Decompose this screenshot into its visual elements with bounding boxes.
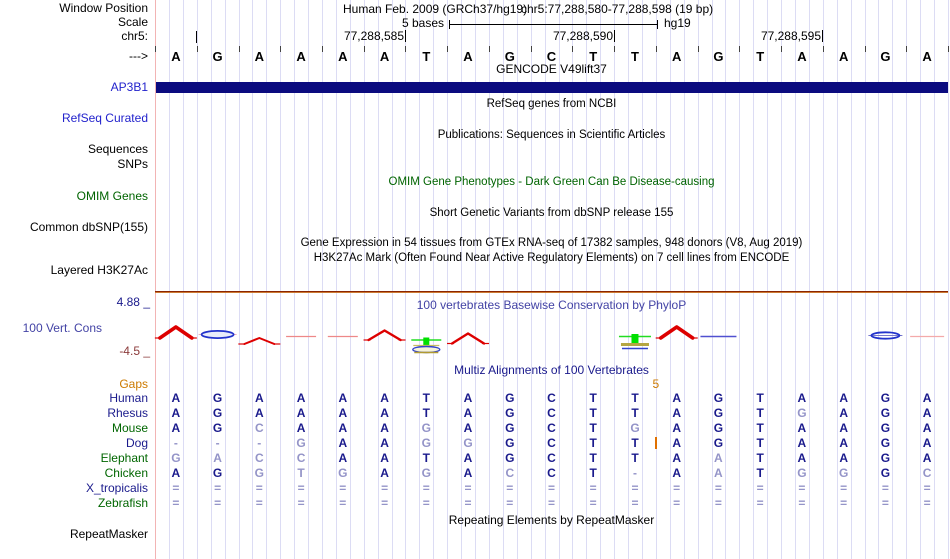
alignment-base: T: [589, 451, 597, 465]
base-boundary-tick: [155, 46, 156, 52]
alignment-base: =: [422, 496, 430, 510]
alignment-base: =: [255, 496, 263, 510]
sequences-label[interactable]: Sequences: [87, 142, 148, 156]
species-label-human[interactable]: Human: [109, 391, 148, 405]
alignment-base: T: [631, 451, 639, 465]
gencode-gene-bar[interactable]: [156, 82, 948, 93]
alignment-base: A: [380, 451, 389, 465]
alignment-base: T: [589, 406, 597, 420]
alignment-base: T: [297, 466, 305, 480]
species-label-zebrafish[interactable]: Zebrafish: [97, 496, 148, 510]
alignment-base: T: [631, 436, 639, 450]
alignment-base: G: [797, 466, 807, 480]
alignment-base: A: [338, 451, 348, 465]
alignment-base: C: [547, 421, 556, 435]
h3k27ac-track-message: H3K27Ac Mark (Often Found Near Active Regulatory Elements) on 7 cell lines from ENCODE: [313, 252, 790, 264]
alignment-base: G: [505, 436, 515, 450]
alignment-base: A: [714, 451, 723, 465]
insertion-tick: [655, 437, 657, 449]
conservation-track-title: 100 vertebrates Basewise Conservation by PhyloP: [416, 298, 687, 312]
alignment-base: A: [213, 451, 222, 465]
alignment-base: T: [756, 406, 764, 420]
alignment-base: G: [880, 466, 891, 480]
scale-bases-label: 5 bases: [401, 16, 444, 30]
alignment-base: -: [257, 436, 262, 450]
alignment-base: =: [798, 481, 806, 495]
alignment-base: G: [630, 421, 640, 435]
alignment-base: A: [672, 421, 682, 435]
alignment-base: =: [297, 496, 305, 510]
base-boundary-tick: [698, 46, 699, 52]
alignment-base: =: [798, 496, 806, 510]
alignment-base: G: [421, 466, 431, 480]
alignment-base: T: [422, 406, 430, 420]
alignment-base: -: [173, 436, 178, 450]
species-label-x_tropicalis[interactable]: X_tropicalis: [85, 481, 148, 495]
alignment-base: A: [380, 436, 389, 450]
base-letter: A: [463, 49, 473, 64]
alignment-base: A: [922, 406, 932, 420]
dbsnp-track-message: Short Genetic Variants from dbSNP release 155: [429, 207, 674, 219]
alignment-base: A: [338, 436, 348, 450]
publications-track-message: Publications: Sequences in Scientific Articles: [437, 129, 666, 141]
base-letter: T: [589, 49, 598, 64]
chrom-tick: [196, 31, 197, 43]
base-letter: A: [338, 49, 348, 64]
conservation-min-label: -4.5 _: [119, 344, 150, 358]
alignment-base: C: [254, 421, 264, 435]
alignment-base: A: [922, 451, 932, 465]
alignment-base: A: [463, 406, 473, 420]
alignment-base: =: [840, 496, 848, 510]
base-boundary-tick: [239, 46, 240, 52]
base-boundary-tick: [656, 46, 657, 52]
base-letter: T: [756, 49, 765, 64]
alignment-base: =: [422, 481, 430, 495]
scale-assembly-label: hg19: [664, 16, 691, 30]
alignment-base: A: [672, 466, 682, 480]
refseq-curated-label[interactable]: RefSeq Curated: [61, 111, 148, 125]
alignment-base: A: [797, 421, 807, 435]
alignment-base: -: [633, 466, 637, 480]
alignment-base: =: [840, 481, 848, 495]
multiz-track-title: Multiz Alignments of 100 Vertebrates: [454, 363, 649, 377]
scale-label: Scale: [117, 15, 148, 29]
alignment-base: T: [756, 451, 764, 465]
alignment-base: G: [421, 421, 431, 435]
alignment-base: A: [463, 421, 473, 435]
gtex-track-message: Gene Expression in 54 tissues from GTEx RNA-seq of 17382 samples, 948 donors (V8, Aug 2019): [300, 237, 803, 249]
alignment-base: A: [338, 421, 348, 435]
alignment-base: G: [254, 466, 264, 480]
base-letter: C: [546, 49, 557, 64]
alignment-base: C: [547, 406, 556, 420]
base-boundary-tick: [823, 46, 824, 52]
omim-track-message: OMIM Gene Phenotypes - Dark Green Can Be Disease-causing: [388, 176, 715, 188]
alignment-base: C: [547, 436, 556, 450]
alignment-base: A: [171, 406, 181, 420]
alignment-base: =: [506, 496, 514, 510]
base-boundary-tick: [280, 46, 281, 52]
alignment-base: A: [171, 421, 181, 435]
alignment-base: T: [631, 391, 639, 405]
alignment-base: A: [463, 466, 473, 480]
alignment-base: A: [797, 451, 807, 465]
alignment-base: A: [296, 421, 306, 435]
alignment-base: G: [880, 406, 891, 420]
alignment-base: G: [296, 436, 306, 450]
alignment-base: G: [880, 421, 891, 435]
species-label-mouse[interactable]: Mouse: [111, 421, 148, 435]
alignment-base: A: [338, 391, 348, 405]
alignment-base: =: [339, 481, 347, 495]
alignment-base: A: [463, 451, 473, 465]
chrom-label: chr5:: [121, 29, 148, 43]
alignment-base: C: [547, 451, 556, 465]
alignment-base: =: [172, 496, 180, 510]
base-boundary-tick: [197, 46, 198, 52]
sequence-direction-label[interactable]: --->: [129, 49, 148, 63]
alignment-base: G: [713, 391, 724, 405]
base-boundary-tick: [865, 46, 866, 52]
alignment-base: A: [714, 466, 723, 480]
species-label-chicken[interactable]: Chicken: [104, 466, 148, 480]
alignment-base: C: [547, 391, 556, 405]
base-boundary-tick: [572, 46, 573, 52]
alignment-base: G: [505, 421, 515, 435]
alignment-base: A: [672, 406, 682, 420]
species-label-elephant[interactable]: Elephant: [100, 451, 148, 465]
alignment-base: A: [171, 466, 181, 480]
assembly-title: Human Feb. 2009 (GRCh37/hg19): [343, 2, 528, 16]
base-letter: T: [422, 49, 431, 64]
conservation-label[interactable]: 100 Vert. Cons: [22, 321, 102, 335]
alignment-base: G: [212, 421, 223, 435]
alignment-base: G: [338, 466, 348, 480]
alignment-base: =: [673, 496, 681, 510]
base-boundary-tick: [948, 46, 949, 52]
alignment-base: A: [922, 391, 932, 405]
alignment-base: A: [839, 436, 849, 450]
alignment-base: =: [631, 496, 639, 510]
chrom-coordinate: 77,288,595: [741, 30, 823, 42]
alignment-base: G: [421, 436, 431, 450]
base-letter: A: [296, 49, 306, 64]
alignment-base: G: [839, 466, 849, 480]
alignment-base: =: [923, 496, 931, 510]
alignment-base: T: [756, 391, 764, 405]
base-letter: A: [171, 49, 181, 64]
alignment-base: A: [380, 466, 389, 480]
alignment-base: G: [171, 451, 181, 465]
alignment-base: T: [631, 406, 639, 420]
alignment-base: =: [631, 481, 639, 495]
alignment-base: =: [881, 496, 889, 510]
alignment-base: G: [797, 406, 807, 420]
chrom-coordinate: 77,288,585: [324, 30, 406, 42]
chrom-coordinate: 77,288,590: [533, 30, 615, 42]
alignment-base: =: [547, 496, 556, 510]
alignment-base: A: [296, 406, 306, 420]
alignment-base: A: [463, 391, 473, 405]
alignment-base: T: [589, 436, 597, 450]
alignment-base: A: [922, 421, 932, 435]
alignment-base: T: [756, 436, 764, 450]
alignment-base: =: [464, 496, 472, 510]
alignment-base: A: [254, 391, 264, 405]
alignment-base: C: [296, 451, 306, 465]
omim-genes-label[interactable]: OMIM Genes: [76, 189, 148, 203]
alignment-base: T: [422, 391, 430, 405]
alignment-base: A: [797, 436, 807, 450]
snps-label[interactable]: SNPs: [117, 157, 148, 171]
alignment-base: A: [839, 406, 849, 420]
alignment-base: G: [880, 391, 891, 405]
window-position-label: Window Position: [59, 1, 148, 15]
alignment-base: A: [839, 391, 849, 405]
alignment-base: =: [255, 481, 263, 495]
base-boundary-tick: [489, 46, 490, 52]
refseq-track-message: RefSeq genes from NCBI: [486, 98, 617, 110]
alignment-base: T: [756, 466, 764, 480]
base-letter: G: [504, 49, 515, 64]
base-boundary-tick: [364, 46, 365, 52]
alignment-base: A: [380, 391, 389, 405]
alignment-base: T: [589, 391, 597, 405]
alignment-base: A: [380, 421, 389, 435]
alignment-base: A: [797, 391, 807, 405]
alignment-base: =: [464, 481, 472, 495]
alignment-base: A: [338, 406, 348, 420]
alignment-base: =: [339, 496, 347, 510]
base-letter: G: [880, 49, 891, 64]
alignment-base: G: [505, 391, 515, 405]
position-title: chr5:77,288,580-77,288,598 (19 bp): [521, 2, 714, 16]
base-letter: A: [379, 49, 390, 64]
alignment-base: G: [713, 436, 724, 450]
alignment-base: C: [505, 466, 515, 480]
h3k27ac-baseline-orange: [155, 292, 948, 293]
alignment-base: C: [922, 466, 932, 480]
base-boundary-tick: [739, 46, 740, 52]
h3k27ac-label[interactable]: Layered H3K27Ac: [50, 263, 148, 277]
base-boundary-tick: [614, 46, 615, 52]
alignment-base: G: [463, 436, 473, 450]
gap-count-annotation: 5: [652, 377, 660, 391]
alignment-base: =: [297, 481, 305, 495]
alignment-base: C: [547, 466, 556, 480]
scale-ruler: [449, 20, 658, 29]
alignment-base: G: [880, 451, 891, 465]
alignment-base: A: [296, 391, 306, 405]
repeatmasker-label[interactable]: RepeatMasker: [69, 527, 148, 541]
base-letter: A: [671, 49, 682, 64]
alignment-base: =: [714, 481, 722, 495]
alignment-base: C: [254, 451, 264, 465]
base-boundary-tick: [322, 46, 323, 52]
base-letter: G: [212, 49, 223, 64]
alignment-base: =: [923, 481, 931, 495]
alignment-base: A: [672, 391, 682, 405]
alignment-base: =: [214, 481, 222, 495]
alignment-base: A: [254, 406, 264, 420]
base-boundary-tick: [906, 46, 907, 52]
alignment-base: =: [381, 496, 389, 510]
alignment-base: G: [212, 466, 223, 480]
alignment-base: =: [756, 496, 764, 510]
alignment-base: G: [505, 451, 515, 465]
base-letter: A: [838, 49, 849, 64]
alignment-base: A: [839, 451, 849, 465]
base-letter: T: [631, 49, 639, 64]
base-boundary-tick: [531, 46, 532, 52]
alignment-base: =: [881, 481, 889, 495]
gridline: [948, 0, 949, 559]
alignment-base: G: [212, 406, 223, 420]
alignment-base: =: [714, 496, 722, 510]
alignment-base: =: [547, 481, 556, 495]
alignment-base: =: [381, 481, 389, 495]
species-label-rhesus[interactable]: Rhesus: [107, 406, 148, 420]
gencode-track-title: GENCODE V49lift37: [496, 62, 607, 76]
species-label-dog[interactable]: Dog: [125, 436, 148, 450]
alignment-base: =: [756, 481, 764, 495]
alignment-base: G: [713, 421, 724, 435]
alignment-base: A: [171, 391, 181, 405]
alignment-base: -: [215, 436, 220, 450]
alignment-base: =: [673, 481, 681, 495]
alignment-base: T: [589, 466, 597, 480]
alignment-base: G: [505, 406, 515, 420]
gencode-gene-label[interactable]: AP3B1: [110, 80, 148, 94]
alignment-base: =: [214, 496, 222, 510]
alignment-base: A: [380, 406, 389, 420]
alignment-base: A: [672, 451, 682, 465]
alignment-base: =: [506, 481, 514, 495]
dbsnp-label[interactable]: Common dbSNP(155): [29, 220, 148, 234]
base-boundary-tick: [447, 46, 448, 52]
alignment-base: =: [589, 496, 597, 510]
base-letter: A: [922, 49, 932, 64]
repeatmasker-track-title: Repeating Elements by RepeatMasker: [448, 513, 655, 527]
alignment-base: =: [589, 481, 597, 495]
alignment-base: A: [839, 421, 849, 435]
base-letter: A: [797, 49, 807, 64]
alignment-base: A: [922, 436, 932, 450]
alignment-base: T: [589, 421, 597, 435]
alignment-base: G: [212, 391, 223, 405]
conservation-max-label: 4.88 _: [116, 295, 150, 309]
alignment-base: T: [422, 451, 430, 465]
alignment-base: G: [713, 406, 724, 420]
alignment-base: G: [880, 436, 891, 450]
base-boundary-tick: [781, 46, 782, 52]
base-letter: G: [713, 49, 724, 64]
gaps-label[interactable]: Gaps: [119, 377, 148, 391]
alignment-base: T: [756, 421, 764, 435]
alignment-base: A: [672, 436, 682, 450]
base-boundary-tick: [405, 46, 406, 52]
alignment-base: =: [172, 481, 180, 495]
base-letter: A: [254, 49, 264, 64]
